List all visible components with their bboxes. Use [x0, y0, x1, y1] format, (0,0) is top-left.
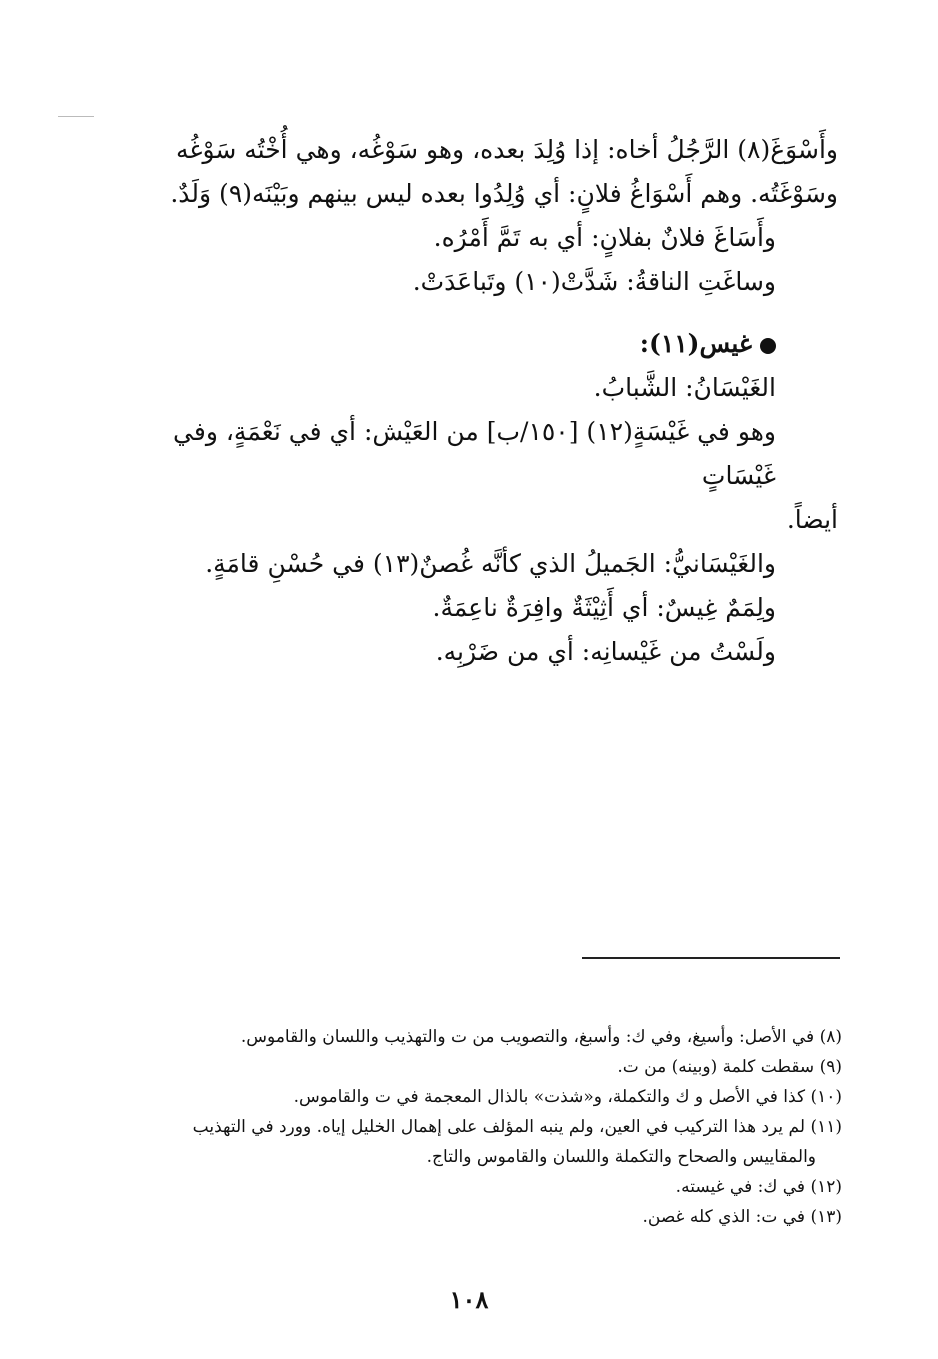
paragraph-line: وأَسْوَغَ(٨) الرَّجُلُ أخاه: إذا وُلِدَ بعده، وهو سَوْغُه، وهي أُخْتُه سَوْغُه — [175, 135, 838, 164]
entry-heading-ghays — [100, 322, 838, 366]
footnote-11-continuation: والمقاييس والصحاح والتكملة واللسان والقاموس والتاج. — [426, 1147, 816, 1167]
scan-mark — [58, 116, 94, 117]
paragraph-asagha: وأَسَاغَ فلانٌ بفلانٍ: أي به تَمَّ أَمْرُه. — [433, 223, 776, 252]
footnote-10: (١٠) كذا في الأصل و ك والتكملة، و«شذت» بالذال المعجمة في ت والقاموس. — [293, 1087, 842, 1107]
footnote-divider — [582, 957, 840, 959]
paragraph-saghat: وساغَتِ الناقةُ: شَدَّتْ(١٠) وتَباعَدَتْ. — [412, 267, 776, 296]
paragraph-line: وهو في غَيْسَةٍ(١٢) [١٥٠/ب] من العَيْش: أي في نَعْمَةٍ، وفي غَيْسَاتٍ — [173, 417, 776, 490]
paragraph-limam: ولِمَمٌ غِيسٌ: أي أَثِيْثَةٌ وافِرَةٌ ناعِمَةٌ. — [432, 593, 776, 622]
footnotes — [100, 1022, 842, 1232]
paragraph-aswagha — [100, 128, 838, 216]
page-number: ١٠٨ — [449, 1285, 489, 1314]
footnote-8: (٨) في الأصل: وأسيغ، وفي ك: وأسبغ، والتصويب من ت والتهذيب واللسان والقاموس. — [240, 1027, 842, 1047]
footnote-11: (١١) لم يرد هذا التركيب في العين، ولم ينبه المؤلف على إهمال الخليل إياه. وورد في التهذيب — [192, 1117, 842, 1137]
paragraph-ghaysan: الغَيْسَانُ: الشَّبابُ. — [593, 373, 776, 402]
footnote-9: (٩) سقطت كلمة (وبينه) من ت. — [617, 1057, 842, 1077]
paragraph-ghaysani: والغَيْسَانيُّ: الجَميلُ الذي كأنَّه غُصنٌ(١٣) في حُسْنِ قامَةٍ. — [205, 549, 776, 578]
paragraph-ghaysa — [100, 410, 838, 498]
bullet-icon — [760, 338, 776, 354]
footnote-12: (١٢) في ك: في غيسته. — [675, 1177, 842, 1197]
spacer — [100, 304, 838, 322]
footnote-13: (١٣) في ت: الذي كله غصن. — [642, 1207, 842, 1227]
entry-heading-text: غيس(١١): — [639, 329, 752, 358]
paragraph-line: وسَوْغَتُه. وهم أَسْوَاغُ فلانٍ: أي وُلِدُوا بعده ليس بينهم وبَيْنَه(٩) وَلَدٌ. — [170, 179, 838, 208]
main-text — [100, 128, 838, 674]
paragraph-lastu: ولَسْتُ من غَيْسانِه: أي من ضَرْبِه. — [435, 637, 776, 666]
paragraph-continuation: أيضاً. — [786, 505, 838, 534]
